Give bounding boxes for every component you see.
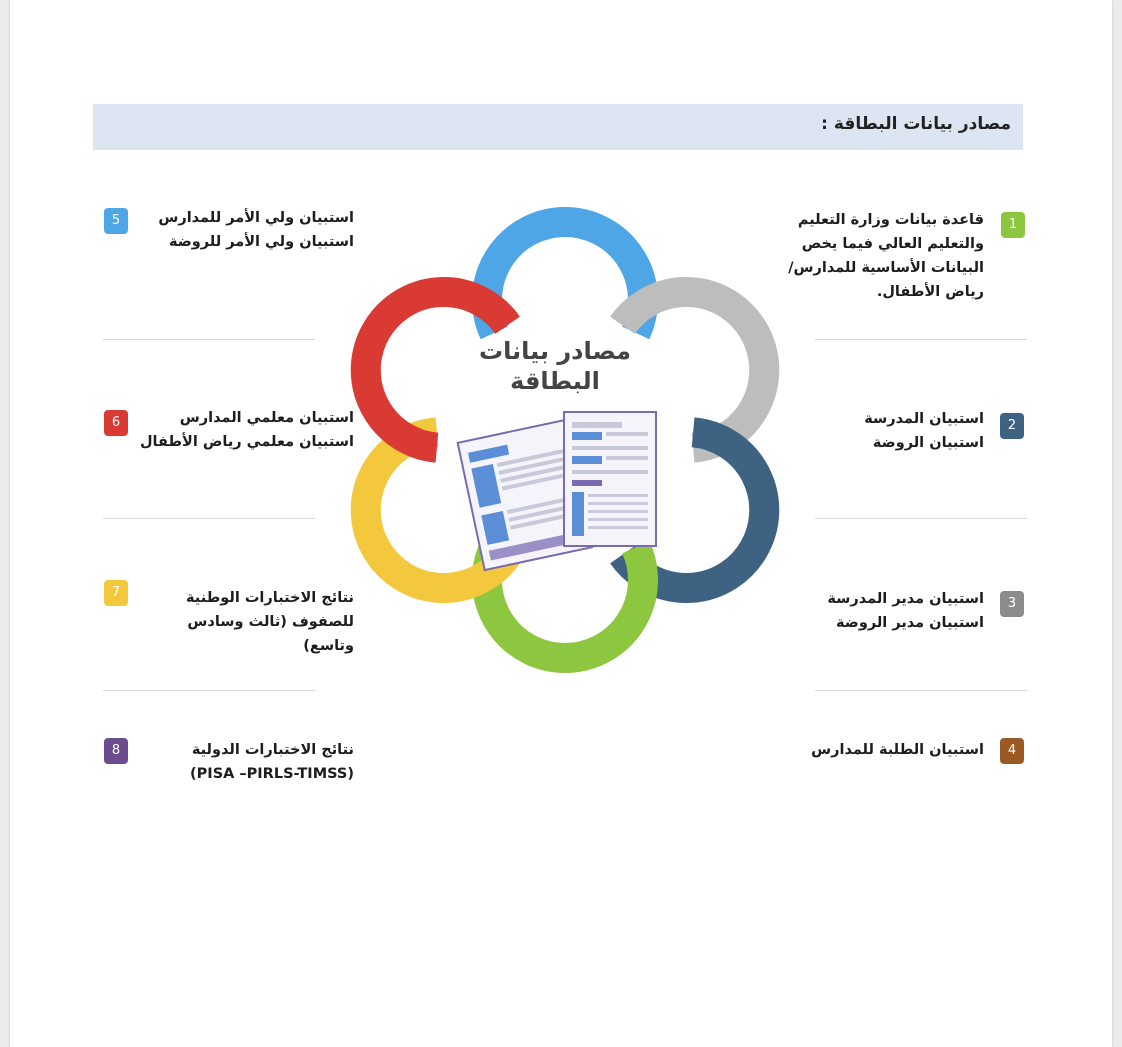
item-7-number-badge: 7 (104, 580, 128, 606)
item-8-line: (PISA –PIRLS-TIMSS) (190, 766, 354, 782)
item-5-text (124, 206, 354, 254)
item-1-line: والتعليم العالي فيما يخص (801, 236, 984, 252)
divider (103, 339, 315, 340)
item-2-text (784, 407, 984, 455)
report-cards-illustration (458, 412, 656, 570)
section-title: مصادر بيانات البطاقة : (821, 114, 1011, 134)
item-5-line: استبيان ولي الأمر للروضة (168, 234, 354, 250)
item-2-line: استبيان الروضة (872, 435, 984, 451)
item-3-text (784, 587, 984, 635)
item-6-line: استبيان معلمي المدارس (179, 410, 354, 426)
item-2-line: استبيان المدرسة (864, 411, 984, 427)
item-3-line: استبيان مدير المدرسة (827, 591, 984, 607)
item-7-line: للصفوف (ثالث وسادس (187, 614, 354, 630)
divider (815, 518, 1027, 519)
item-1-text (764, 208, 984, 304)
item-6-text (124, 406, 354, 454)
item-1-line: قاعدة بيانات وزارة التعليم (797, 212, 984, 228)
item-7-line: نتائج الاختبارات الوطنية (186, 590, 354, 606)
item-8-number-badge: 8 (104, 738, 128, 764)
divider (103, 518, 315, 519)
item-3-number-badge: 3 (1000, 591, 1024, 617)
item-4-text (784, 738, 984, 762)
item-1-line: البيانات الأساسية للمدارس/ (788, 260, 984, 276)
item-8-line: نتائج الاختبارات الدولية (191, 742, 354, 758)
divider (815, 690, 1027, 691)
item-8-text (124, 738, 354, 786)
item-2-number-badge: 2 (1000, 413, 1024, 439)
item-7-line: وتاسع) (303, 638, 354, 654)
item-4-number-badge: 4 (1000, 738, 1024, 764)
item-7-text (124, 586, 354, 658)
item-1-line: رياض الأطفال. (876, 284, 984, 300)
item-3-line: استبيان مدير الروضة (836, 615, 984, 631)
item-1-number-badge: 1 (1001, 212, 1025, 238)
item-4-line: استبيان الطلبة للمدارس (811, 742, 984, 758)
diagram-center-title: مصادر بيانات البطاقة (479, 337, 631, 395)
item-6-number-badge: 6 (104, 410, 128, 436)
item-6-line: استبيان معلمي رياض الأطفال (139, 434, 354, 450)
divider (815, 339, 1027, 340)
item-5-number-badge: 5 (104, 208, 128, 234)
item-5-line: استبيان ولي الأمر للمدارس (158, 210, 354, 226)
divider (103, 690, 315, 691)
